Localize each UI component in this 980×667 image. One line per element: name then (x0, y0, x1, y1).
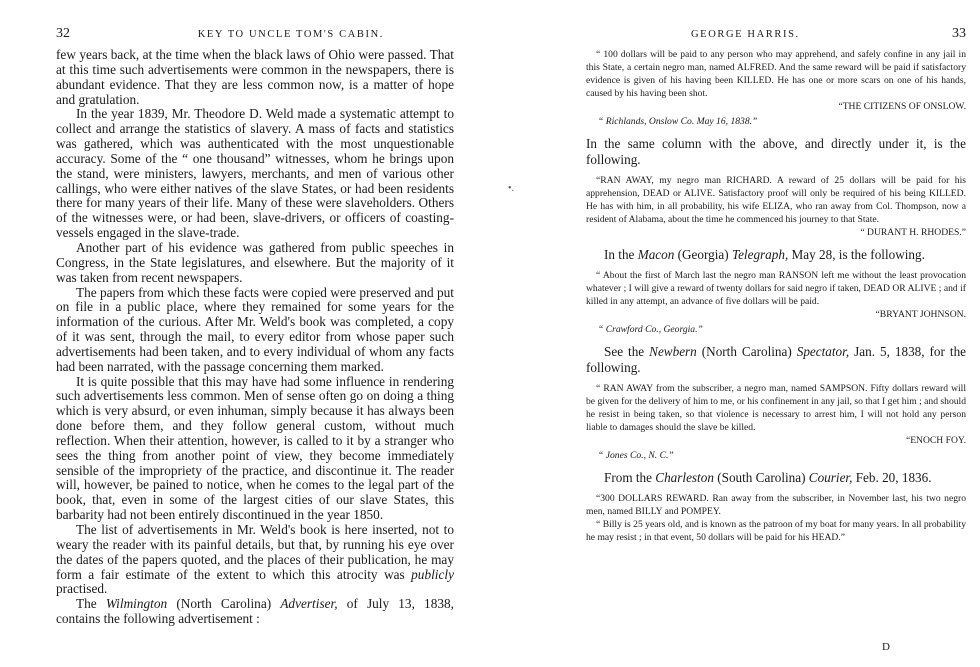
left-paragraph-4: The papers from which these facts were copied were preserved and put on file in a public place, where they remained for some years for the information of the curious. After Mr. Weld's book was completed, a copy of it was sent, through the mail, to every editor from whose paper such advertisements had been taken, and to every individual of whom any facts had been narrated, with the passage concerning them marked. (56, 284, 454, 374)
ad-sampson: “ RAN AWAY from the subscriber, a negro man, named SAMPSON. Fifty dollars reward will be given for the delivery of him to me, or his confinement in any jail, so that I get him ; and should he resist in being taken, so that violence is necessary to arrest him, I will not hold any person liable to damages should the slave be killed. (586, 383, 966, 433)
ad-sampson-signature: “ENOCH FOY. (905, 435, 966, 446)
ad-alfred-source: “ Richlands, Onslow Co. May 16, 1838.” (598, 116, 758, 127)
intro-newbern-paper: Newbern (649, 344, 697, 359)
ad-richard: “RAN AWAY, my negro man RICHARD. A reward of 25 dollars will be paid for his apprehension, DEAD or ALIVE. Satisfactory proof will only be required of his being KILLED. He has with him, in all probability, his wife ELIZA, who ran away from Col. Thompson, now a resident of Alabama, about the time he commenced his journey to that State. (586, 175, 966, 225)
lp7-rest: of July 13, 1838, contains the following advertisement : (56, 596, 454, 627)
ad-alfred-signature: “THE CITIZENS OF ONSLOW. (838, 101, 966, 112)
intro-richard: In the same column with the above, and directly under it, is the following. (586, 136, 966, 167)
right-page (490, 0, 980, 667)
left-paragraph-5: It is quite possible that this may have had some influence in rendering such advertisements less common. Men of sense often go on doing a thing which is very absurd, or even inhuman, simply because it has always been done before them, and they follow general custom, without much reflection. When their attention, however, is called to it by a stranger who sees the thing from another point of view, they become immediately sensible of the impropriety of the practice, and discontinue it. The reader will, however, be pained to notice, when he comes to the legal part of the book, that, even in some of the largest cities of our slave States, this barbarity had not been entirely discontinued in the year 1850. (56, 373, 454, 523)
folio-mark: D (882, 641, 890, 653)
left-paragraph-6-text: The list of advertisements in Mr. Weld's book is here inserted, not to weary the reader with its painful details, but that, by running his eye over the dates of the papers quoted, and the places of their publication, he may form a fair estimate of the extent to which this atrocity was (56, 522, 454, 582)
emphasis-publicly: publicly (411, 566, 454, 582)
left-paragraph-6-end: practised. (56, 581, 108, 597)
right-running-head: GEORGE HARRIS. (691, 29, 800, 40)
intro-macon-paper2: Telegraph, (731, 247, 789, 262)
ad-ranson-source: “ Crawford Co., Georgia.” (598, 324, 703, 335)
left-paragraph-7 (56, 597, 454, 627)
intro-charleston-prefix: From the (604, 470, 652, 485)
intro-macon-prefix: In the (604, 247, 635, 262)
lp7-prefix: The (76, 596, 97, 612)
intro-newbern-rest: Jan. 5, 1838, for the following. (586, 344, 967, 375)
ad-sampson-source: “ Jones Co., N. C.” (598, 450, 674, 461)
left-page-header (56, 26, 454, 48)
left-paragraph-6 (56, 523, 454, 597)
gutter-mark: •. (508, 183, 515, 194)
ad-ranson: “ About the first of March last the negro man RANSON left me without the least provocation whatever ; I will give a reward of twenty dollars for said negro if taken, DEAD OR ALIVE ; and if killed in any attempt, an advance of five dollars will be paid. (586, 270, 966, 307)
lp7-paper: Wilmington (105, 596, 168, 612)
ad-billy-pompey: “300 DOLLARS REWARD. Ran away from the subscriber, in November last, his two negro men, named BILLY and POMPEY. (586, 493, 966, 517)
right-page-header (586, 26, 966, 48)
intro-charleston-rest: Feb. 20, 1836. (855, 470, 932, 485)
intro-macon-paper: Macon (637, 247, 675, 262)
left-paragraph-1: few years back, at the time when the black laws of Ohio were passed. That at this time such advertisements were common in the newspapers, there is abundant evidence. That they are less common now, is a matter of hope and gratulation. (56, 47, 454, 107)
ad-billy-pompey-detail: “ Billy is 25 years old, and is known as the patroon of my boat for many years. In all probability he may resist ; in that event, 50 dollars will be paid for his HEAD.” (586, 519, 966, 543)
intro-newbern (586, 344, 966, 376)
intro-charleston (586, 470, 966, 486)
intro-newbern-prefix: See the (604, 344, 645, 359)
ad-alfred: “ 100 dollars will be paid to any person who may apprehend, and safely confine in any jail in this State, a certain negro man, named ALFRED. And the same reward will be paid if satisfactory evidence is given of his having been KILLED. He has one or more scars on one of his hands, caused by his having been shot. (586, 49, 966, 99)
right-page-number: 33 (952, 26, 966, 41)
intro-newbern-place: (North Carolina) (701, 344, 792, 359)
lp7-paper2: Advertiser, (280, 596, 338, 612)
left-paragraph-3: Another part of his evidence was gathered from public speeches in Congress, in the State legislatures, and elsewhere. But the majority of it was taken from recent newspapers. (56, 239, 454, 285)
intro-macon-rest: May 28, is the following. (791, 247, 925, 262)
intro-macon-place: (Georgia) (677, 247, 729, 262)
lp7-place: (North Carolina) (176, 596, 272, 612)
ad-richard-signature: “ DURANT H. RHODES.” (860, 227, 966, 238)
intro-charleston-place: (South Carolina) (717, 470, 806, 485)
intro-charleston-paper2: Courier, (808, 470, 853, 485)
ad-ranson-signature: “BRYANT JOHNSON. (875, 309, 966, 320)
intro-macon (586, 247, 966, 263)
left-page-number: 32 (56, 26, 70, 41)
intro-newbern-paper2: Spectator, (796, 344, 850, 359)
left-running-head: KEY TO UNCLE TOM'S CABIN. (197, 29, 384, 40)
left-paragraph-2: In the year 1839, Mr. Theodore D. Weld made a systematic attempt to collect and arrange the statistics of slavery. A mass of facts and statistics was gathered, which was authenticated with the most unquestionable accuracy. Some of the “ one thousand” witnesses, whom he brings upon the stand, were ministers, lawyers, merchants, and men of various other callings, who were either natives of the slave States, or had been residents there for many years of their life. Many of these were slaveholders. Others of the witnesses were, or had been, slave-drivers, or officers of coasting-vessels engaged in the slave-trade. (56, 106, 454, 241)
intro-charleston-paper: Charleston (655, 470, 714, 485)
